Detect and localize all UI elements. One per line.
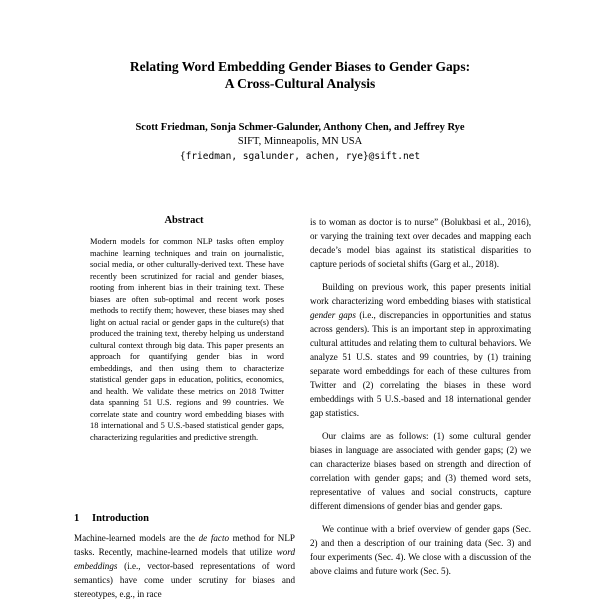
intro-emphasis-word-embeddings: word embeddings [74, 547, 295, 571]
section-title: Introduction [92, 513, 149, 524]
p2-text-1: Building on previous work, this paper presents initial work characterizing word embedding biases with statistical [310, 282, 531, 306]
affiliation: SIFT, Minneapolis, MN USA [237, 136, 363, 147]
right-paragraph-2 [310, 280, 531, 420]
right-paragraph-4: We continue with a brief overview of gender gaps (Sec. 2) and then a description of our training data (Sec. 3) and four experiments (Sec. 4). We close with a discussion of the above claims and future work (Sec. 5). [310, 524, 531, 576]
section-number: 1 [74, 513, 80, 524]
p2-text-2: (i.e., discrepancies in opportunities and status across genders). This is an important step in approximating cultural attitudes and relating them to cultural behaviors. We analyze 51 U.S. states and 99 countries, by (1) training separate word embeddings for each of these cultures from Twitter and (2) correlating the biases in these word embeddings with 5 U.S.-based and 18 international gender gap statistics. [310, 310, 531, 418]
intro-emphasis-de-facto: de facto [198, 533, 230, 543]
right-paragraph-1: is to woman as doctor is to nurse” (Bolukbasi et al., 2016), or varying the training text over decades and mapping each decade’s model bias against its statistical disparities to capture periods of societal shifts (Garg et al., 2018). [310, 217, 531, 269]
paper-title [0, 58, 600, 92]
intro-text-3: (i.e., vector-based representations of word semantics) have come under scrutiny for biases and stereotypes, e.g., in race [74, 561, 295, 599]
title-line-2: A Cross-Cultural Analysis [224, 76, 376, 91]
abstract-heading: Abstract [164, 215, 204, 226]
author-list: Scott Friedman, Sonja Schmer-Galunder, Anthony Chen, and Jeffrey Rye [135, 122, 465, 133]
right-paragraph-3: Our claims are as follows: (1) some cultural gender biases in language are associated with gender gaps; (2) we can characterize biases based on strength and direction of correlation with gender gaps; and (3) themed word sets, representative of values and social constructs, capture different dimensions of gender bias and gender gaps. [310, 431, 531, 511]
section-heading-introduction [74, 513, 294, 524]
p2-emphasis-gender-gaps: gender gaps [310, 310, 356, 320]
intro-text-1: Machine-learned models are the [74, 533, 199, 543]
intro-text-2: method for NLP tasks. Recently, machine-learned models that utilize [74, 533, 295, 557]
right-column [310, 215, 531, 587]
introduction-paragraph [74, 531, 295, 601]
abstract-text: Modern models for common NLP tasks often employ machine learning techniques and train on journalistic, social media, or other culturally-derived text. These have recently been scrutinized for racial and gender biases, rooting from inherent bias in their training text. These biases are often sub-optimal and recent work poses methods to rectify them; however, these biases may shed light on actual racial or gender gaps in the culture(s) that produced the training text, thereby helping us understand cultural context through big data. This paper presents an approach for quantifying gender bias in word embeddings, and then using them to characterize statistical gender gaps in education, politics, economics, and health. We validate these metrics on 2018 Twitter data spanning 51 U.S. regions and 99 countries. We correlate state and country word embedding biases with 18 international and 5 U.S.-based statistical gender gaps, characterizing regularities and predictive strength. [90, 237, 284, 442]
author-emails: {friedman, sgalunder, achen, rye}@sift.net [179, 151, 421, 162]
title-line-1: Relating Word Embedding Gender Biases to Gender Gaps: [129, 59, 471, 74]
